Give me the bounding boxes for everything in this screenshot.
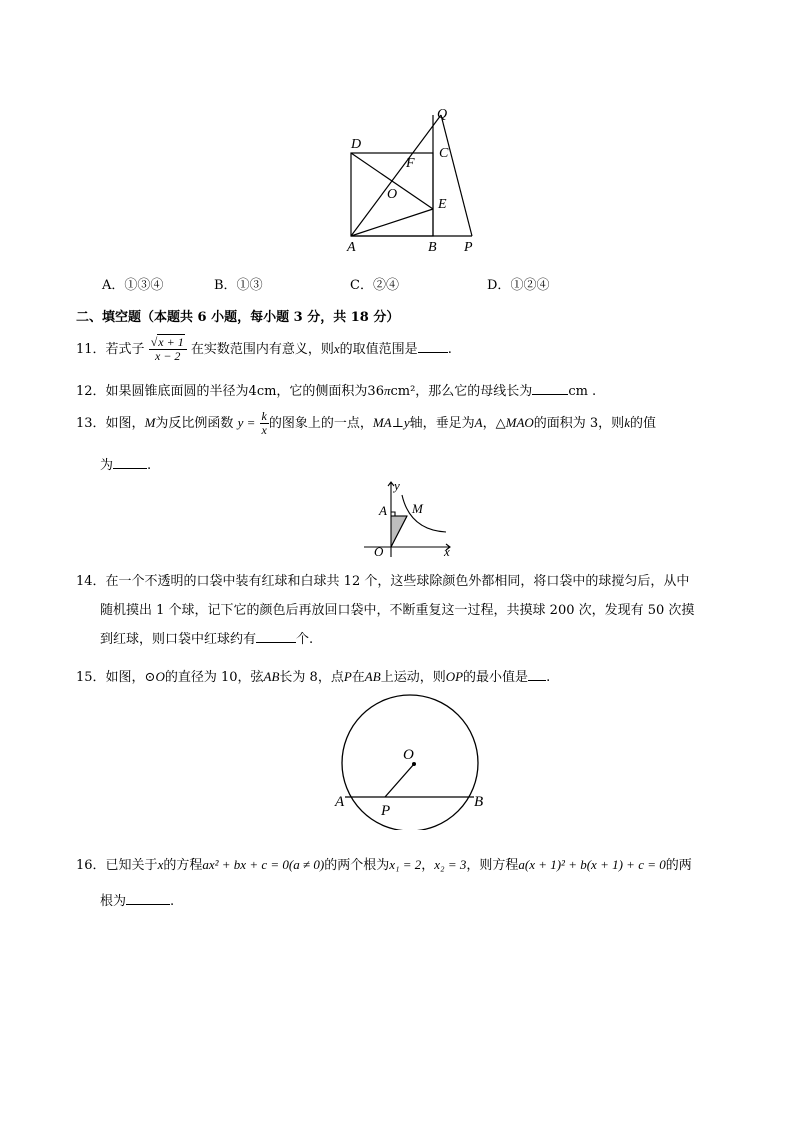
figure-square-diagram	[330, 100, 490, 255]
label-q: Q	[437, 107, 448, 122]
question-14-line-1: 14．在一个不透明的口袋中装有红球和白球共 12 个，这些球除颜色外都相同，将口袋中的球搅匀后，从中	[76, 574, 690, 589]
label-y: y	[394, 478, 400, 493]
question-13-line-1: 13．如图，M为反比例函数 y = $\frac{k}{x}$ 的图象上的一点，MA⊥y轴，垂足为A，△MAO的面积为 3，则k的值	[76, 409, 656, 437]
label-x: x	[444, 544, 450, 559]
choice-a: A．①③④	[102, 278, 164, 293]
choice-b: B．①③	[214, 278, 263, 293]
label-o: O	[403, 747, 414, 763]
q11-fraction: $\frac{√x + 1}{x - 2}$	[149, 336, 187, 363]
label-e: E	[438, 197, 447, 212]
q11-answer-blank	[418, 340, 448, 353]
label-c: C	[439, 146, 449, 161]
q13-answer-blank	[113, 456, 147, 469]
label-a: A	[347, 240, 356, 255]
question-12: 12．如果圆锥底面圆的半径为4cm，它的侧面积为36πcm²，那么它的母线长为 cm .	[76, 383, 597, 399]
figure-inverse-proportion-graph	[360, 476, 460, 560]
q16-answer-blank	[126, 892, 170, 905]
choice-c: C．②④	[350, 278, 399, 293]
line-ae	[351, 209, 433, 236]
question-15: 15．如图，⊙O的直径为 10，弦AB长为 8，点P在AB上运动，则OP的最小值是 .	[76, 669, 551, 685]
label-b: B	[428, 240, 437, 255]
question-11: 11．若式子 $\frac{√x + 1}{x - 2}$ 在实数范围内有意义，则x的取值范围是 .	[76, 335, 452, 363]
line-aq	[351, 115, 441, 236]
label-o: O	[387, 187, 398, 202]
label-a: A	[379, 503, 387, 518]
label-f: F	[406, 156, 415, 171]
question-16-line-2: 根为 .	[100, 894, 175, 909]
line-qp	[441, 115, 472, 236]
q14-answer-blank	[256, 630, 296, 643]
figure-circle-chord	[330, 690, 500, 830]
label-a: A	[335, 794, 345, 810]
question-14-line-2: 随机摸出 1 个球，记下它的颜色后再放回口袋中，不断重复这一过程，共摸球 200 次，发现有 50 次摸	[100, 603, 695, 618]
right-angle-mark	[391, 512, 395, 516]
segment-op	[385, 764, 414, 797]
label-o: O	[374, 544, 384, 559]
label-p: P	[381, 803, 391, 819]
choice-d: D．①②④	[487, 278, 550, 293]
q13-fraction: $\frac{k}{x}$	[261, 409, 267, 437]
question-13-line-2: 为 .	[100, 458, 152, 473]
label-b: B	[474, 794, 484, 810]
hyperbola-curve	[402, 495, 446, 532]
q12-answer-blank	[532, 382, 568, 395]
q15-answer-blank	[528, 668, 546, 681]
label-d: D	[351, 137, 362, 152]
label-m: M	[412, 501, 423, 516]
question-14-line-3: 到红球，则口袋中红球约有 个.	[100, 632, 314, 647]
label-p: P	[464, 240, 473, 255]
question-16-line-1: 16．已知关于x的方程ax² + bx + c = 0(a ≠ 0)的两个根为x₁ = 2，x₂ = 3，则方程a(x + 1)² + b(x + 1) + c = 0的两	[76, 857, 692, 873]
section-title-fill-in: 二、填空题（本题共 6 小题，每小题 3 分，共 18 分）	[76, 310, 400, 325]
